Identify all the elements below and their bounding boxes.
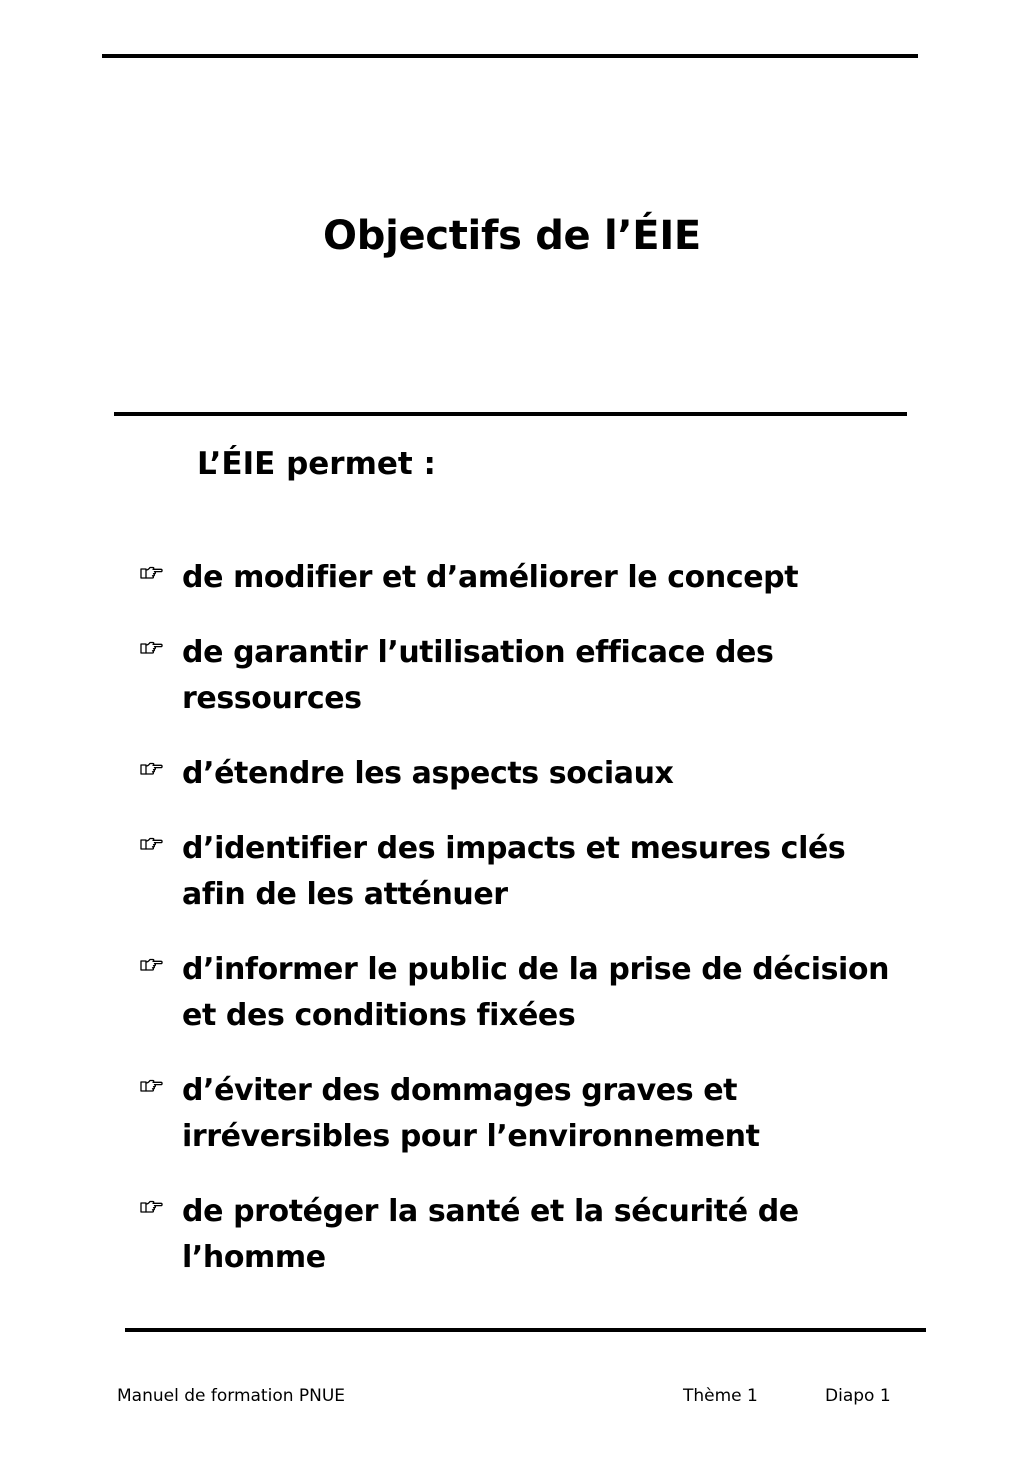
list-item — [138, 751, 918, 797]
list-item — [138, 1189, 918, 1281]
objectives-list — [138, 555, 918, 1310]
intro-text: L’ÉIE permet : — [197, 446, 436, 482]
list-item — [138, 1068, 918, 1160]
footer-manual-title: Manuel de formation PNUE — [117, 1386, 346, 1406]
top-divider — [102, 54, 918, 58]
pointing-hand-icon — [138, 634, 164, 660]
list-item-text: d’étendre les aspects sociaux — [182, 756, 674, 791]
list-item — [138, 630, 918, 722]
footer-slide-number: Diapo 1 — [825, 1386, 891, 1406]
pointing-hand-icon — [138, 1193, 164, 1219]
list-item-text: de modifier et d’améliorer le concept — [182, 560, 799, 595]
list-item — [138, 555, 918, 601]
pointing-hand-icon — [138, 755, 164, 781]
pointing-hand-icon — [138, 830, 164, 856]
page-title: Objectifs de l’ÉIE — [323, 213, 701, 259]
list-item — [138, 947, 918, 1039]
list-item-text: de garantir l’utilisation efficace des ressources — [182, 635, 774, 716]
bottom-divider — [125, 1328, 926, 1332]
footer-theme: Thème 1 — [683, 1386, 758, 1406]
middle-divider — [114, 412, 907, 416]
pointing-hand-icon — [138, 951, 164, 977]
list-item-text: d’éviter des dommages graves et irréversibles pour l’environnement — [182, 1073, 760, 1154]
list-item-text: d’identifier des impacts et mesures clés afin de les atténuer — [182, 831, 846, 912]
list-item-text: d’informer le public de la prise de décision et des conditions fixées — [182, 952, 890, 1033]
pointing-hand-icon — [138, 1072, 164, 1098]
list-item-text: de protéger la santé et la sécurité de l’homme — [182, 1194, 799, 1275]
list-item — [138, 826, 918, 918]
pointing-hand-icon — [138, 559, 164, 585]
